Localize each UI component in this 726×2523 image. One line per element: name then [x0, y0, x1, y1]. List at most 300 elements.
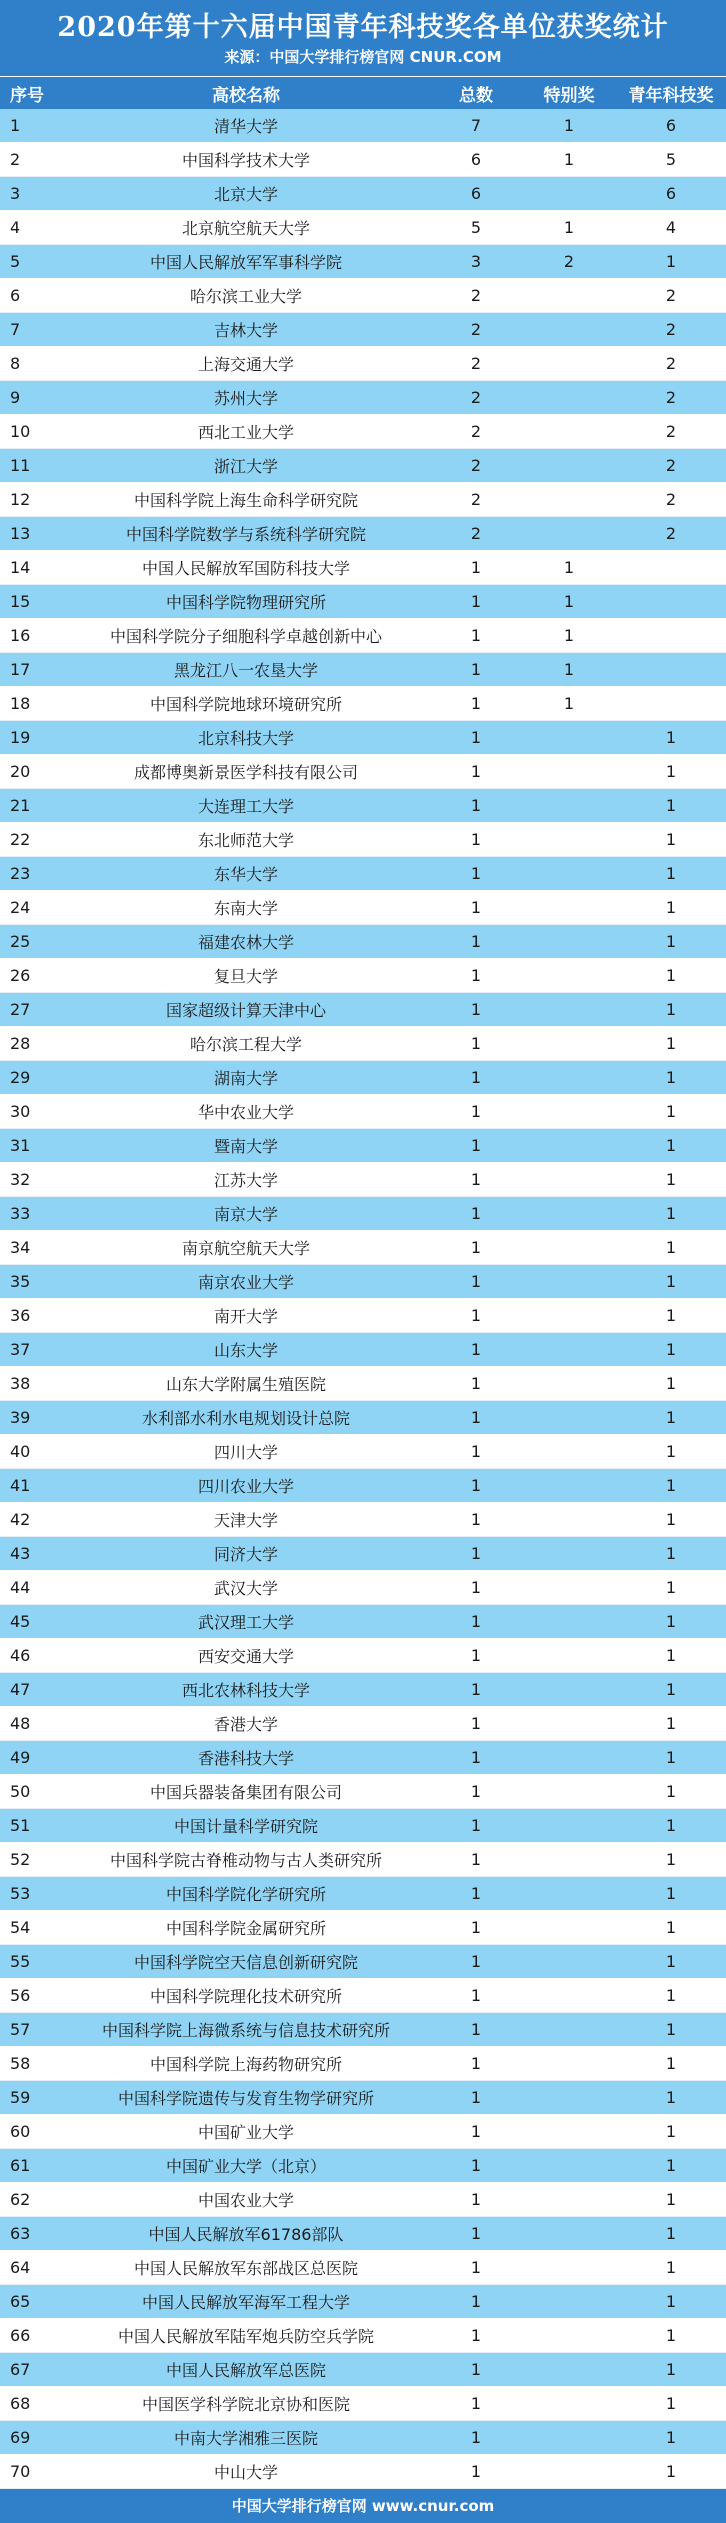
table-row: [0, 2217, 726, 2251]
table-row: [0, 2285, 726, 2319]
table-row: [0, 1673, 726, 1707]
cell-special: 1: [522, 551, 616, 585]
table-row: [0, 1843, 726, 1877]
cell-youth: 1: [616, 1435, 726, 1469]
cell-special: [522, 1571, 616, 1605]
cell-name: 东北师范大学: [62, 823, 430, 857]
cell-seq: 7: [0, 313, 62, 347]
cell-seq: 6: [0, 279, 62, 313]
cell-youth: 1: [616, 1061, 726, 1095]
cell-name: 中国计量科学研究院: [62, 1809, 430, 1843]
table-row: [0, 2387, 726, 2421]
cell-special: [522, 483, 616, 517]
cell-youth: 1: [616, 1911, 726, 1945]
table-row: [0, 1639, 726, 1673]
cell-total: 2: [430, 449, 522, 483]
table-row: [0, 177, 726, 211]
cell-special: [522, 2251, 616, 2285]
table-row: [0, 211, 726, 245]
cell-name: 同济大学: [62, 1537, 430, 1571]
cell-name: 北京科技大学: [62, 721, 430, 755]
cell-total: 1: [430, 1231, 522, 1265]
cell-total: 1: [430, 2217, 522, 2251]
cell-name: 中国人民解放军61786部队: [62, 2217, 430, 2251]
page-footer: 中国大学排行榜官网 www.cnur.com: [0, 2489, 726, 2523]
cell-youth: 1: [616, 1503, 726, 1537]
cell-youth: 1: [616, 721, 726, 755]
table-row: [0, 1401, 726, 1435]
cell-special: [522, 1231, 616, 1265]
cell-seq: 51: [0, 1809, 62, 1843]
cell-youth: 1: [616, 2319, 726, 2353]
cell-seq: 65: [0, 2285, 62, 2319]
cell-seq: 34: [0, 1231, 62, 1265]
cell-total: 1: [430, 1911, 522, 1945]
cell-seq: 67: [0, 2353, 62, 2387]
table-row: [0, 517, 726, 551]
cell-total: 6: [430, 143, 522, 177]
table-row: [0, 823, 726, 857]
cell-youth: 1: [616, 2047, 726, 2081]
table-row: [0, 551, 726, 585]
cell-youth: 1: [616, 1741, 726, 1775]
cell-name: 中国科学院物理研究所: [62, 585, 430, 619]
table-row: [0, 2455, 726, 2489]
cell-seq: 19: [0, 721, 62, 755]
cell-name: 中国科学院古脊椎动物与古人类研究所: [62, 1843, 430, 1877]
cell-special: [522, 1639, 616, 1673]
table-row: [0, 2081, 726, 2115]
cell-seq: 33: [0, 1197, 62, 1231]
cell-youth: 1: [616, 2217, 726, 2251]
cell-name: 西北工业大学: [62, 415, 430, 449]
cell-seq: 26: [0, 959, 62, 993]
cell-seq: 60: [0, 2115, 62, 2149]
table-row: [0, 1571, 726, 1605]
table-body: [0, 109, 726, 2489]
cell-youth: 1: [616, 2013, 726, 2047]
cell-seq: 46: [0, 1639, 62, 1673]
cell-name: 北京航空航天大学: [62, 211, 430, 245]
cell-total: 1: [430, 687, 522, 721]
cell-seq: 49: [0, 1741, 62, 1775]
cell-seq: 36: [0, 1299, 62, 1333]
cell-name: 复旦大学: [62, 959, 430, 993]
cell-seq: 31: [0, 1129, 62, 1163]
cell-total: 1: [430, 1537, 522, 1571]
cell-seq: 15: [0, 585, 62, 619]
cell-name: 北京大学: [62, 177, 430, 211]
cell-youth: [616, 653, 726, 687]
cell-name: 吉林大学: [62, 313, 430, 347]
cell-youth: 1: [616, 993, 726, 1027]
table-row: [0, 381, 726, 415]
cell-seq: 5: [0, 245, 62, 279]
cell-seq: 62: [0, 2183, 62, 2217]
cell-total: 1: [430, 2081, 522, 2115]
cell-special: [522, 1945, 616, 1979]
table-row: [0, 891, 726, 925]
cell-name: 西安交通大学: [62, 1639, 430, 1673]
table-row: [0, 2421, 726, 2455]
cell-special: 1: [522, 653, 616, 687]
cell-name: 中国科学院化学研究所: [62, 1877, 430, 1911]
cell-special: [522, 1979, 616, 2013]
cell-special: 1: [522, 585, 616, 619]
cell-seq: 45: [0, 1605, 62, 1639]
cell-seq: 16: [0, 619, 62, 653]
cell-name: 清华大学: [62, 109, 430, 143]
cell-special: [522, 959, 616, 993]
cell-total: 1: [430, 1129, 522, 1163]
cell-total: 6: [430, 177, 522, 211]
cell-special: [522, 2387, 616, 2421]
table-row: [0, 1367, 726, 1401]
cell-youth: 1: [616, 1129, 726, 1163]
table-row: [0, 653, 726, 687]
cell-seq: 14: [0, 551, 62, 585]
cell-special: [522, 177, 616, 211]
cell-total: 1: [430, 1843, 522, 1877]
cell-name: 天津大学: [62, 1503, 430, 1537]
cell-special: [522, 2149, 616, 2183]
table-row: [0, 1605, 726, 1639]
cell-seq: 54: [0, 1911, 62, 1945]
page-title: 2020年第十六届中国青年科技奖各单位获奖统计: [57, 12, 669, 43]
cell-seq: 42: [0, 1503, 62, 1537]
cell-special: [522, 1741, 616, 1775]
cell-special: [522, 2013, 616, 2047]
column-header-youth: 青年科技奖: [616, 77, 726, 110]
cell-special: [522, 1095, 616, 1129]
cell-seq: 3: [0, 177, 62, 211]
cell-name: 中国科学技术大学: [62, 143, 430, 177]
cell-name: 中国人民解放军陆军炮兵防空兵学院: [62, 2319, 430, 2353]
cell-youth: 1: [616, 2455, 726, 2489]
cell-seq: 12: [0, 483, 62, 517]
table-row: [0, 1197, 726, 1231]
cell-youth: 1: [616, 789, 726, 823]
cell-seq: 28: [0, 1027, 62, 1061]
cell-name: 中国人民解放军东部战区总医院: [62, 2251, 430, 2285]
cell-name: 四川大学: [62, 1435, 430, 1469]
cell-name: 中国医学科学院北京协和医院: [62, 2387, 430, 2421]
cell-youth: 1: [616, 1605, 726, 1639]
cell-seq: 10: [0, 415, 62, 449]
cell-total: 1: [430, 1061, 522, 1095]
cell-name: 福建农林大学: [62, 925, 430, 959]
cell-youth: 1: [616, 2115, 726, 2149]
cell-youth: 1: [616, 1299, 726, 1333]
cell-total: 1: [430, 1095, 522, 1129]
table-row: [0, 1299, 726, 1333]
cell-name: 西北农林科技大学: [62, 1673, 430, 1707]
cell-total: 1: [430, 2353, 522, 2387]
cell-youth: 6: [616, 177, 726, 211]
cell-total: 1: [430, 959, 522, 993]
cell-seq: 63: [0, 2217, 62, 2251]
cell-special: [522, 1401, 616, 1435]
table-row: [0, 687, 726, 721]
table-row: [0, 1911, 726, 1945]
cell-name: 上海交通大学: [62, 347, 430, 381]
cell-youth: 1: [616, 1639, 726, 1673]
cell-youth: 1: [616, 2285, 726, 2319]
cell-youth: 1: [616, 1197, 726, 1231]
table-row: [0, 993, 726, 1027]
cell-total: 1: [430, 1299, 522, 1333]
table-row: [0, 1027, 726, 1061]
cell-total: 1: [430, 619, 522, 653]
cell-youth: [616, 551, 726, 585]
cell-total: 1: [430, 2387, 522, 2421]
cell-special: [522, 2353, 616, 2387]
cell-special: 1: [522, 619, 616, 653]
cell-name: 武汉大学: [62, 1571, 430, 1605]
cell-seq: 70: [0, 2455, 62, 2489]
cell-total: 1: [430, 1775, 522, 1809]
table-row: [0, 1741, 726, 1775]
cell-special: [522, 2081, 616, 2115]
cell-name: 苏州大学: [62, 381, 430, 415]
cell-seq: 69: [0, 2421, 62, 2455]
table-row: [0, 1129, 726, 1163]
cell-youth: 2: [616, 483, 726, 517]
cell-name: 南京大学: [62, 1197, 430, 1231]
cell-total: 1: [430, 1707, 522, 1741]
cell-total: 1: [430, 2285, 522, 2319]
cell-youth: [616, 619, 726, 653]
table-row: [0, 1707, 726, 1741]
cell-seq: 21: [0, 789, 62, 823]
cell-name: 中国人民解放军国防科技大学: [62, 551, 430, 585]
cell-name: 华中农业大学: [62, 1095, 430, 1129]
cell-special: [522, 1265, 616, 1299]
cell-name: 哈尔滨工业大学: [62, 279, 430, 313]
table-row: [0, 789, 726, 823]
cell-total: 5: [430, 211, 522, 245]
cell-special: [522, 1299, 616, 1333]
cell-seq: 27: [0, 993, 62, 1027]
cell-seq: 17: [0, 653, 62, 687]
cell-name: 四川农业大学: [62, 1469, 430, 1503]
cell-seq: 58: [0, 2047, 62, 2081]
cell-name: 中国科学院数学与系统科学研究院: [62, 517, 430, 551]
cell-total: 1: [430, 551, 522, 585]
cell-seq: 11: [0, 449, 62, 483]
table-row: [0, 857, 726, 891]
cell-youth: 1: [616, 1537, 726, 1571]
cell-youth: 1: [616, 959, 726, 993]
table-row: [0, 1979, 726, 2013]
cell-special: [522, 1027, 616, 1061]
cell-youth: 1: [616, 1231, 726, 1265]
cell-total: 1: [430, 891, 522, 925]
table-row: [0, 2353, 726, 2387]
table-row: [0, 1061, 726, 1095]
cell-total: 1: [430, 1333, 522, 1367]
cell-youth: 1: [616, 2387, 726, 2421]
cell-total: 1: [430, 1809, 522, 1843]
cell-special: [522, 1707, 616, 1741]
cell-seq: 56: [0, 1979, 62, 2013]
cell-youth: 1: [616, 245, 726, 279]
cell-youth: 1: [616, 2251, 726, 2285]
cell-special: [522, 2319, 616, 2353]
cell-seq: 8: [0, 347, 62, 381]
cell-seq: 55: [0, 1945, 62, 1979]
cell-name: 南京航空航天大学: [62, 1231, 430, 1265]
cell-total: 1: [430, 857, 522, 891]
cell-youth: 1: [616, 925, 726, 959]
table-row: [0, 1095, 726, 1129]
table-row: [0, 1809, 726, 1843]
cell-special: [522, 517, 616, 551]
cell-youth: 1: [616, 1367, 726, 1401]
cell-total: 1: [430, 1571, 522, 1605]
cell-youth: 1: [616, 1469, 726, 1503]
table-row: [0, 959, 726, 993]
cell-total: 1: [430, 1197, 522, 1231]
cell-special: [522, 823, 616, 857]
cell-seq: 20: [0, 755, 62, 789]
cell-seq: 13: [0, 517, 62, 551]
cell-total: 1: [430, 2013, 522, 2047]
cell-youth: 1: [616, 857, 726, 891]
cell-youth: 1: [616, 2421, 726, 2455]
cell-total: 1: [430, 1605, 522, 1639]
cell-total: 1: [430, 1027, 522, 1061]
cell-seq: 61: [0, 2149, 62, 2183]
cell-name: 大连理工大学: [62, 789, 430, 823]
cell-special: [522, 449, 616, 483]
cell-name: 中国矿业大学（北京）: [62, 2149, 430, 2183]
cell-youth: 1: [616, 2149, 726, 2183]
cell-special: [522, 1537, 616, 1571]
cell-youth: 1: [616, 1673, 726, 1707]
cell-name: 中国科学院空天信息创新研究院: [62, 1945, 430, 1979]
cell-seq: 18: [0, 687, 62, 721]
table-row: [0, 143, 726, 177]
cell-name: 中国科学院理化技术研究所: [62, 1979, 430, 2013]
cell-youth: 1: [616, 1265, 726, 1299]
cell-youth: 1: [616, 1843, 726, 1877]
cell-youth: 1: [616, 1571, 726, 1605]
table-row: [0, 925, 726, 959]
column-header-seq: 序号: [0, 77, 62, 110]
cell-special: [522, 1197, 616, 1231]
cell-youth: [616, 585, 726, 619]
table-row: [0, 483, 726, 517]
cell-total: 1: [430, 2149, 522, 2183]
cell-youth: 2: [616, 415, 726, 449]
cell-special: [522, 279, 616, 313]
cell-youth: 1: [616, 823, 726, 857]
cell-special: [522, 2217, 616, 2251]
cell-youth: 1: [616, 755, 726, 789]
cell-name: 南京农业大学: [62, 1265, 430, 1299]
cell-youth: 2: [616, 279, 726, 313]
cell-name: 中国矿业大学: [62, 2115, 430, 2149]
cell-name: 哈尔滨工程大学: [62, 1027, 430, 1061]
cell-special: 1: [522, 143, 616, 177]
cell-youth: 1: [616, 891, 726, 925]
column-header-special: 特别奖: [522, 77, 616, 110]
cell-special: [522, 721, 616, 755]
table-row: [0, 1435, 726, 1469]
cell-total: 1: [430, 789, 522, 823]
cell-youth: 1: [616, 2183, 726, 2217]
cell-special: 1: [522, 109, 616, 143]
cell-total: 1: [430, 2115, 522, 2149]
table-row: [0, 2149, 726, 2183]
cell-total: 1: [430, 925, 522, 959]
cell-special: [522, 1061, 616, 1095]
cell-name: 中国科学院地球环境研究所: [62, 687, 430, 721]
cell-special: [522, 381, 616, 415]
cell-youth: 2: [616, 347, 726, 381]
cell-seq: 64: [0, 2251, 62, 2285]
cell-special: [522, 857, 616, 891]
cell-total: 1: [430, 1469, 522, 1503]
table-row: [0, 585, 726, 619]
cell-name: 中国科学院遗传与发育生物学研究所: [62, 2081, 430, 2115]
cell-total: 7: [430, 109, 522, 143]
cell-seq: 68: [0, 2387, 62, 2421]
cell-youth: 2: [616, 381, 726, 415]
cell-special: [522, 2455, 616, 2489]
table-row: [0, 2251, 726, 2285]
table-row: [0, 721, 726, 755]
cell-total: 1: [430, 2183, 522, 2217]
cell-seq: 59: [0, 2081, 62, 2115]
cell-youth: 1: [616, 1945, 726, 1979]
table-row: [0, 109, 726, 143]
cell-total: 3: [430, 245, 522, 279]
cell-seq: 2: [0, 143, 62, 177]
cell-seq: 23: [0, 857, 62, 891]
cell-total: 1: [430, 1401, 522, 1435]
cell-name: 武汉理工大学: [62, 1605, 430, 1639]
cell-seq: 40: [0, 1435, 62, 1469]
cell-total: 1: [430, 585, 522, 619]
cell-total: 2: [430, 381, 522, 415]
table-row: [0, 245, 726, 279]
cell-seq: 47: [0, 1673, 62, 1707]
cell-seq: 30: [0, 1095, 62, 1129]
cell-name: 中国农业大学: [62, 2183, 430, 2217]
cell-name: 香港大学: [62, 1707, 430, 1741]
cell-special: [522, 347, 616, 381]
cell-name: 国家超级计算天津中心: [62, 993, 430, 1027]
cell-special: [522, 1129, 616, 1163]
cell-special: [522, 1503, 616, 1537]
cell-seq: 48: [0, 1707, 62, 1741]
table-row: [0, 1333, 726, 1367]
cell-special: [522, 1911, 616, 1945]
cell-name: 中国科学院金属研究所: [62, 1911, 430, 1945]
cell-total: 1: [430, 2421, 522, 2455]
cell-total: 2: [430, 313, 522, 347]
cell-total: 1: [430, 755, 522, 789]
cell-special: [522, 1673, 616, 1707]
cell-seq: 22: [0, 823, 62, 857]
cell-seq: 66: [0, 2319, 62, 2353]
cell-youth: 1: [616, 1333, 726, 1367]
cell-special: [522, 2183, 616, 2217]
cell-total: 1: [430, 1945, 522, 1979]
cell-seq: 41: [0, 1469, 62, 1503]
